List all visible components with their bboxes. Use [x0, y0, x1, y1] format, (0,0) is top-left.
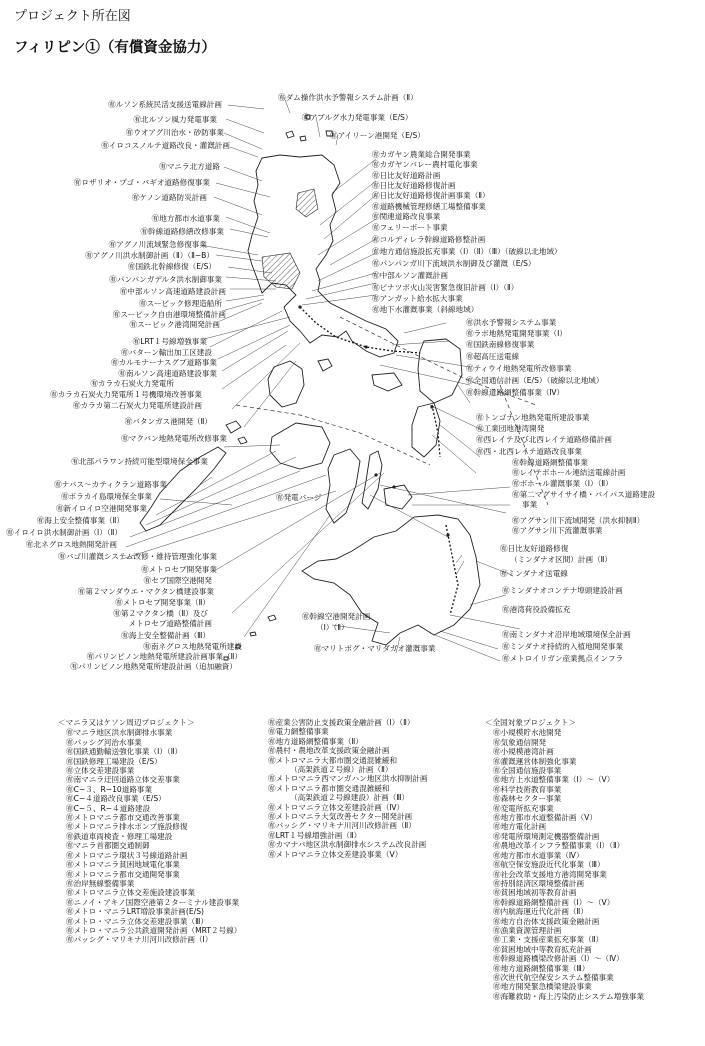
map-label-right: ㊒西・北西レイテ道路改良事業: [476, 447, 582, 456]
map-label-left: ㊒メトロセブ開発事業: [141, 565, 217, 574]
project-list-item: ㊒航空保安施設近代化事業（Ⅲ）: [493, 860, 605, 870]
project-list-item: ㊒地方都市水道事業（Ⅳ）: [493, 850, 584, 860]
project-list-item: ㊒電力網整備事業: [268, 727, 329, 737]
map-label-left: ㊒バゴ川灌漑システム改修・維持管理強化事業: [58, 552, 217, 561]
map-label-right: ㊒日比友好道路修復計画事業（Ⅱ）: [372, 191, 490, 200]
project-list-item: ㊒持別経済区環境整備計画: [493, 878, 585, 888]
project-list-item: ㊒内航海運近代化計画（Ⅱ）: [493, 907, 588, 917]
project-list-item: ㊒メトロ・マニラ公共鉄道開発計画（MRT２号線）: [66, 925, 242, 935]
project-list-item: ㊒C−４道路改良事業（E/S）: [66, 794, 166, 804]
map-label-right: ㊒ミンダナオ送電線: [500, 569, 568, 578]
map-label-left: ㊒ナバス〜カティクラン道路事業: [54, 480, 167, 489]
map-label-right: ㊒工業団地港湾開発: [476, 424, 545, 433]
project-list-item: ㊒メトロマニラ都市圏交通混雑緩和: [268, 783, 390, 793]
map-label-right: ㊒幹線道路網整備事業（Ⅳ）: [466, 388, 565, 397]
project-list-item: ㊒マニラ首都圏交通制御: [66, 841, 150, 851]
project-list-item: ㊒地方電化計画: [493, 822, 547, 832]
hatched-area-north: [296, 189, 318, 217]
map-label-left: ㊒アグノ川流域緊急修復事業: [108, 240, 207, 249]
map-label-left: ㊒ウオアグ川治水・砂防事業: [125, 128, 224, 137]
manila-list-heading: ＜マニラ又はケソン周辺プロジェクト＞: [58, 718, 195, 727]
map-label-right: ㊒カガヤンバレー農村電化事業: [372, 160, 478, 169]
project-list-item: （高架鉄道２号線）計画（Ⅱ）: [290, 765, 393, 775]
project-list-item: ㊒地方上水道整備事業（Ⅰ）〜（Ⅴ）: [493, 775, 615, 785]
project-list-item: ㊒メトロマニラ排水ポンプ施設修復: [66, 822, 188, 832]
map-label-left: ㊒パンパンガデルタ洪水制御事業: [109, 275, 222, 284]
project-list-item: ㊒パッシグ河治水事業: [66, 737, 142, 747]
samar-island: [418, 339, 462, 403]
project-list-item: ㊒国鉄通勤輸送強化事業（Ⅰ）（Ⅱ）: [66, 747, 183, 757]
project-list-item: ㊒貧困地域初等教育計画: [493, 888, 577, 898]
page-title: プロジェクト所在図: [14, 9, 131, 24]
map-label-right: ㊒西レイテ及び北西レイテ道路修備計画: [476, 435, 612, 444]
map-label-right: ㊒国鉄南線修復事業: [466, 340, 535, 349]
map-label-left: ㊒マニラ北方道路: [159, 162, 220, 171]
project-list-item: ㊒パッシグ・マリキナ川河川改修計画（Ⅰ）: [66, 935, 213, 945]
project-list-item: ㊒LRT１号線増強計画（Ⅱ）: [268, 830, 362, 840]
map-label-right: ㊒道路機械管理修繕工場整備事業: [372, 202, 486, 211]
project-list-item: ㊒メトロマニラ立体交差建設事業（Ⅴ）: [268, 849, 403, 859]
leyte-island: [412, 403, 440, 457]
project-list-item: ㊒全国通信施設事業: [493, 766, 562, 776]
map-label-right: ㊒幹線空港開発計画: [302, 612, 371, 621]
project-list-item: ㊒社会改革支援地方港湾開発事業: [493, 869, 607, 879]
map-label-left: ㊒ボラカイ島環境保全事業: [61, 492, 152, 501]
map-label-left: ㊒国鉄北幹線修復（E/S）: [127, 262, 216, 271]
map-label-left: ㊒北部パラワン持続可能型環境保全事業: [71, 457, 208, 466]
map-label-right: 事業: [522, 500, 538, 509]
map-label-right: ㊒第二マグサイサイ橋・バイパス道路建設: [512, 490, 656, 499]
map-label-left: ㊒南ルソン高速道路建設事業: [118, 369, 217, 378]
map-label-right: ㊒レイテボホール連結送電線計画: [512, 468, 626, 477]
map-label-left: ㊒ルソン系統民活支援送電線計画: [108, 100, 222, 109]
map-label-left: ㊒パリンピノン地熱発電所建設計画（追加融資）: [70, 662, 237, 671]
map-label-right: ㊒パンパンガ川下流域洪水制御及び灌漑（E/S）: [372, 259, 536, 268]
project-list-item: ㊒貧困地域中等教育拡充計画: [493, 944, 592, 954]
project-list-item: ㊒次世代航空保安システム整備事業: [493, 972, 614, 982]
map-label-right: ㊒全国通信計画（E/S）（破線以北地域）: [466, 376, 604, 385]
page-subtitle: フィリピン①（有償資金協力）: [14, 39, 216, 56]
map-label-right: ㊒アイリーン港開発（E/S）: [330, 131, 425, 140]
map-label-right: ㊒ミンダナオ持続的入植地開発事業: [502, 642, 624, 651]
project-list-item: ㊒農村・農地改革支援政策金融計画: [268, 746, 390, 756]
map-label-left: ㊒バターン輸出加工区建設: [121, 348, 212, 357]
map-label-left: ㊒セブ国際空港開発: [143, 576, 212, 585]
project-list-item: ㊒南マニラ迂回道路立体交差事業: [66, 775, 180, 785]
project-list-item: ㊒地方道路網整備事業（Ⅲ）: [493, 963, 590, 973]
map-label-right: ㊒ピナツボ火山災害緊急復旧計画（Ⅰ）（Ⅱ）: [372, 283, 519, 292]
map-label-right: ㊒日比友好道路修復計画: [372, 181, 456, 190]
project-list-item: ㊒メトロマニラ都市交通開発事業: [66, 869, 180, 879]
national-list-heading: ＜全国対象プロジェクト＞: [485, 718, 576, 727]
map-label-right: ㊒アブルグ水力発電事業（E/S）: [302, 113, 413, 122]
map-label-right: （ミンダナオ区間）計画（Ⅱ）: [510, 555, 612, 564]
project-list-item: ㊒海難救助・海上汚染防止システム増強事業: [493, 991, 645, 1001]
project-list-item: ㊒小規模貯水池開発: [493, 728, 562, 738]
map-label-right: ㊒カガヤン農業総合開発事業: [372, 150, 471, 159]
map-label-left: ㊒スービック港湾開発計画: [129, 320, 220, 329]
project-list-item: ㊒漁業資源管理計画: [493, 925, 562, 935]
project-list-item: ㊒ニノイ・アキノ国際空港第２ターミナル建設事業: [66, 897, 240, 907]
map-label-left: ㊒バタンガス港開発（Ⅱ）: [124, 417, 212, 426]
project-list-item: （高架鉄道２号線建設）計画（Ⅲ）: [290, 793, 410, 803]
map-label-left: ㊒ケノン道路防災計画: [131, 193, 207, 202]
map-label-left: ㊒新イロイロ空港開発事業: [56, 504, 147, 513]
map-label-right: ㊒トンゴナン地熱発電所建設事業: [476, 413, 590, 422]
project-list-item: ㊒国鉄修理工場建設（E/S）: [66, 756, 162, 766]
project-list-item: ㊒C−３、R−10道路事業: [66, 784, 153, 794]
map-label-left: ㊒北ネグロス地熱開発計画: [25, 540, 117, 549]
project-list-item: ㊒メトロ・マニラ立体交差建設事業（Ⅲ）: [66, 916, 208, 926]
project-list-item: ㊒治岸無線整備事業: [66, 878, 135, 888]
project-list-item: ㊒幹線道路橋梁改修計画（Ⅰ）〜（Ⅳ）: [493, 954, 624, 964]
map-label-right: ㊒南ミンダナオ沿岸地域環境保全計画: [502, 630, 631, 639]
map-label-left: ㊒カラカ石炭火力発電所１号機環境改善事業: [50, 390, 202, 399]
map-label-right: ㊒日比友好道路計画: [372, 171, 441, 180]
project-list-item: ㊒気象通信開発: [493, 737, 547, 747]
project-list-item: ㊒メトロマニラ立体交差建設計画（Ⅳ）: [268, 802, 405, 812]
map-label-right: ㊒コルディレラ幹線道路修整計画: [372, 235, 486, 244]
map-label-right: ㊒地下水灌漑事業（斜線地域）: [372, 305, 479, 314]
map-label-left: ㊒カラカ第二石炭火力発電所建設計画: [72, 401, 202, 410]
project-list-item: ㊒地方都市水道整備計画（Ⅴ）: [493, 813, 597, 823]
map-label-right: ㊒港湾荷役設備拡充: [502, 605, 571, 614]
map-label-left: ㊒メトロセブ開発事業（Ⅱ）: [115, 598, 210, 607]
project-list-item: ㊒C−５、R−４道路建設: [66, 803, 151, 813]
map-label-right: ㊒メトロイリガン産業拠点インフラ: [502, 654, 624, 663]
map-label-left: ㊒北ルソン風力発電事業: [133, 115, 217, 124]
map-label-left: ㊒幹線道路修繕改修事業: [140, 227, 224, 236]
project-list-item: ㊒工業・支援産業拡充事業（Ⅱ）: [493, 935, 604, 945]
hatched-area-central: [262, 253, 300, 289]
project-list-item: ㊒灌漑運営体制強化事業: [493, 756, 577, 766]
project-list-item: ㊒立体交差建設事業: [66, 766, 135, 776]
project-list-item: ㊒マニラ地区洪水制御排水事業: [66, 728, 173, 738]
map-label-left: ㊒カラカ石炭火力発電所: [90, 379, 174, 388]
map-label-left: ㊒LRT１号線増強事業: [132, 337, 207, 346]
project-list-item: ㊒メトロマニラ大都市圏交通混雑緩和: [268, 755, 398, 765]
manila-project-list-2: [268, 718, 427, 859]
project-list-item: ㊒地方道路網整備事業（Ⅱ）: [268, 736, 363, 746]
map-label-right: ㊒中部ルソン灌漑計画: [372, 271, 448, 280]
project-list-item: ㊒メトロマニラ大気改善セクター開発計画: [268, 812, 413, 822]
map-label-right: ㊒超高圧送電線: [466, 352, 520, 361]
map-label-left: ㊒第２マクタン橋（Ⅱ）及び: [113, 609, 208, 618]
project-list-item: ㊒科学技術教育事業: [493, 784, 562, 794]
map-label-left: メトロセブ道路整備計画: [128, 619, 212, 628]
map-label-left: ㊒海上安全整備計画（Ⅲ）: [121, 631, 210, 640]
map-label-left: ㊒第２マンダウエ・マクタン橋建設事業: [77, 587, 214, 596]
manila-project-list: [58, 718, 241, 945]
project-list-item: ㊒幹線道路網整備計画（Ⅰ）〜（Ⅴ）: [493, 897, 615, 907]
project-list-item: ㊒鉄道車両検査・修理工場建設: [66, 831, 173, 841]
cebu-island: [362, 451, 382, 509]
map-label-right: （Ⅰ）（Ⅱ）: [316, 623, 349, 632]
map-label-left: ㊒中部ルソン高速道路建設計画: [119, 287, 226, 296]
project-list-item: ㊒パッシグ・マリキナ川河川改修計画（Ⅱ）: [268, 821, 416, 831]
project-list-item: ㊒森林セクター事業: [493, 794, 562, 804]
map-label-left: ㊒スービック自由港環境整備計画: [112, 310, 226, 319]
project-list-item: ㊒メトロ・マニラLRT増設事業計画(E/S): [66, 907, 205, 917]
project-list-item: ㊒農地改革インフラ整備事業（Ⅰ）（Ⅱ）: [493, 841, 625, 851]
map-label-left: ㊒スービック修理造船所: [139, 299, 222, 308]
map-label-left: ㊒カルモナーナスグブ道路事業: [110, 358, 217, 367]
map-label-left: ㊒南ネグロス地熱発電所建設: [143, 642, 242, 651]
project-list-item: ㊒地方自治体支援政策金融計画: [493, 916, 600, 926]
project-list-item: ㊒変電所拡充事業: [493, 803, 554, 813]
map-label-right: ㊒ミンダナオコンテナ埠頭建設計画: [502, 586, 623, 595]
project-list-item: ㊒発電所環境測定機器整備計画: [493, 831, 600, 841]
map-label-left: ㊒イロコスノルテ道路改良・灌漑計画: [101, 141, 230, 150]
map-label-right: ㊒地方通信施設拡充事業（Ⅰ）（Ⅱ）（Ⅲ）（破線以北地域）: [372, 247, 562, 256]
map-label-left: ㊒イロイロ洪水制御計画（Ⅰ）（Ⅱ）: [6, 528, 122, 537]
map-label-left: ㊒アグノ川洪水制御計画（Ⅱ）（Ⅱ−B）: [85, 251, 214, 260]
project-list-item: ㊒メトロマニラ環状３号線道路計画: [66, 850, 188, 860]
map-label-right: ㊒ティウイ地熱発電所改修事業: [466, 364, 572, 373]
project-list-item: ㊒産業公害防止支援政策金融計画（Ⅰ）（Ⅱ）: [268, 718, 415, 727]
map-label-right: ㊒アンガット給水拡大事業: [372, 294, 463, 303]
map-label-right: ㊒フェリーボート事業: [372, 223, 448, 232]
map-label-right: ㊒幹線道路網整備事業: [512, 458, 588, 467]
project-list-item: ㊒カマナバ地区洪水制御排水システム改良計画: [268, 840, 427, 850]
map-label-right: ㊒洪水予警報システム事業: [466, 318, 557, 327]
map-label-right: ㊒関連道路改良事業: [372, 212, 441, 221]
negros-island: [326, 449, 360, 523]
map-label-right: ㊒アグサン川下流域開発（洪水抑制Ⅱ）: [512, 516, 645, 525]
map-label-left: ㊒パリンピノン地熱発電所建設計画事業（Ⅱ）: [86, 652, 242, 661]
project-list-item: ㊒メトロマニラ立体交差施設建設事業: [66, 888, 196, 898]
map-label-right: ㊒ラボ地熱発電開発事業（Ⅰ）: [466, 329, 567, 338]
map-label-left: ㊒ロザリオ・プゴ・バギオ道路修復事業: [73, 178, 210, 187]
map-label-right: ㊒ダム操作洪水予警報システム計画（Ⅱ）: [278, 93, 418, 102]
project-list-item: ㊒メトロマニラ都市交通改善事業: [66, 813, 180, 823]
mindoro-island: [268, 361, 304, 407]
map-label-right: ㊒アグサン川下流灌漑事業: [512, 526, 603, 535]
project-list-item: ㊒地方開発緊急橋梁建設事業: [493, 982, 592, 992]
project-list-item: ㊒メトロマニラ西マンガハン地区洪水抑制計画: [268, 774, 428, 784]
project-list-item: ㊒メトロマニラ貧困地域電化事業: [66, 860, 180, 870]
map-label-right: ㊒ボホール灌漑事業（Ⅰ）（Ⅱ）: [512, 479, 613, 488]
map-label-right: ㊒日比友好道路修復: [500, 544, 569, 553]
map-label-right: ㊒マリトボグ・マリダガオ灌漑事業: [314, 644, 436, 653]
panay-island: [270, 423, 330, 469]
map-label-left: ㊒海上安全整備事業（Ⅱ）: [36, 516, 124, 525]
national-project-list: [485, 718, 644, 1001]
bohol-island: [384, 485, 412, 509]
map-label-right: ㊒発電バージ: [276, 493, 322, 502]
map-label-left: ㊒地方都市水道事業: [151, 214, 220, 223]
map-label-left: ㊒マクバン地熱発電所改修事業: [121, 434, 227, 443]
project-list-item: ㊒小規模港湾計画: [493, 747, 554, 757]
